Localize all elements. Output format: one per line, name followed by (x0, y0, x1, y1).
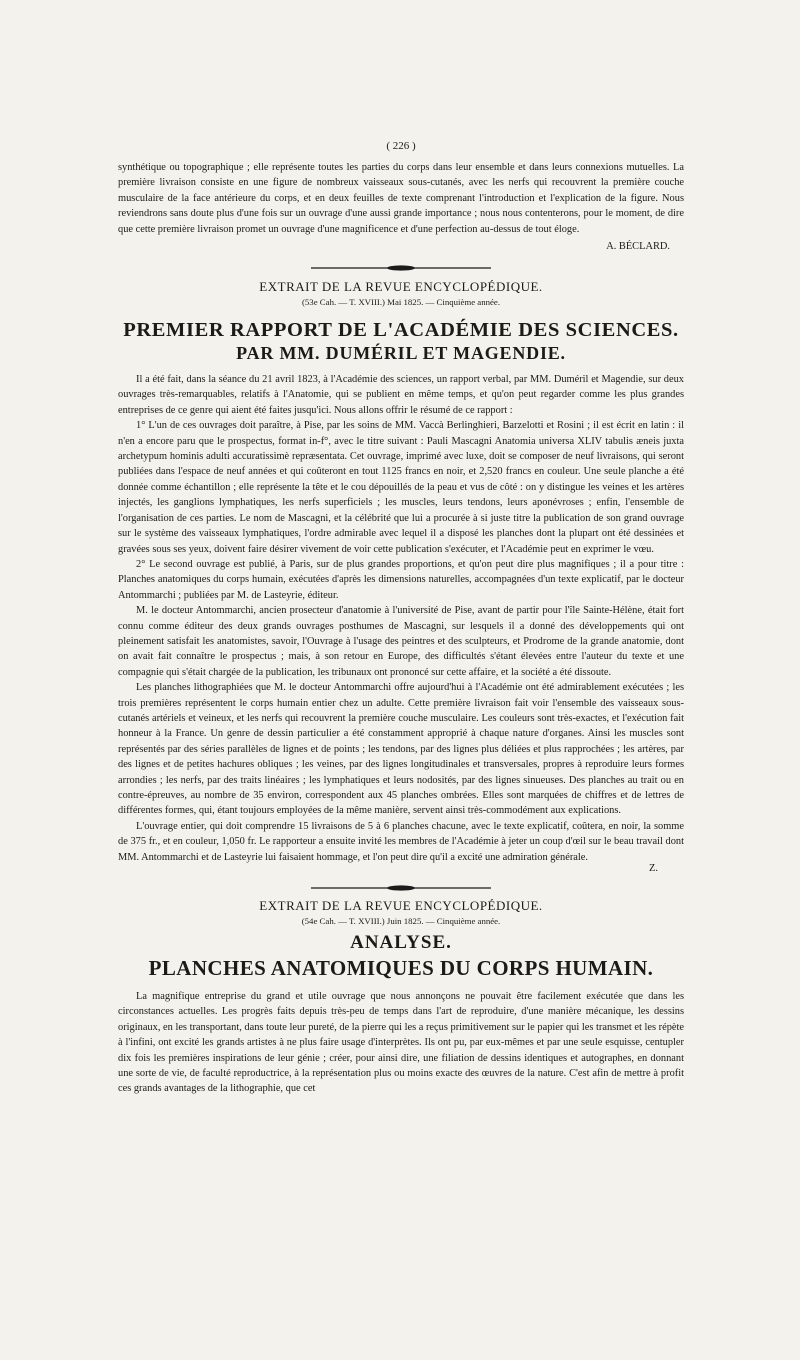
rapport-paragraph: 1° L'un de ces ouvrages doit paraître, à Pise, par les soins de MM. Vaccà Berlinghieri, Barzelotti et Rosini ; il est écrit en latin : il n'en a encore paru que le prospectus, format in-f°, avec le titre suivant : Pauli Mascagni Anatomia universa XLIV tabulis æneis juxta archetypum hominis adulti accuratissimè repræsentata. Cet ouvrage, imprimé avec luxe, doit se composer de neuf livraisons, qui seront publiées dans l'espace de neuf années et qui coûteront en tout 1125 francs en noir, et 2,520 francs en couleur. Une seule planche a été donnée comme échantillon ; elle représente la tête et le cou dépouillés de la peau et vus de côté : on y distingue les veines et les artères injectés, les ganglions lymphatiques, les nerfs superficiels ; les muscles, leurs tendons, leurs aponévroses ; enfin, l'ensemble de l'organisation de ces parties. Le nom de Mascagni, et la célébrité que lui a procurée à si juste titre la publication de son grand ouvrage sur le système des vaisseaux lymphatiques, l'ordre admirable avec lequel il a disposé les planches dont la plupart ont été dessinées et gravées sous ses yeux, doivent faire désirer vivement de voir cette publication s'exécuter, et l'Académie peut en exprimer le vœu. (118, 420, 684, 555)
rapport-paragraph: 2° Le second ouvrage est publié, à Paris, sur de plus grandes proportions, et qu'on peut dire plus magnifiques ; il a pour titre : Planches anatomiques du corps humain, exécutées d'après les dimensions naturelles, accompagnées d'un texte explicatif, par le docteur Antommarchi ; publiées par M. de Lasteyrie, éditeur. (118, 558, 684, 601)
section-subtitle-authors: PAR MM. DUMÉRIL ET MAGENDIE. (236, 343, 566, 364)
extract-meta-1: (53e Cah. — T. XVIII.) Mai 1825. — Cinquième année. (301, 297, 501, 308)
text-column (118, 140, 684, 1097)
section-title-analyse: ANALYSE. (350, 932, 452, 954)
intro-signature: A. BÉCLARD. (606, 241, 670, 253)
rule-ornament-icon (311, 884, 491, 892)
ornamental-rule (118, 884, 684, 892)
rapport-paragraph: L'ouvrage entier, qui doit comprendre 15 livraisons de 5 à 6 planches chacune, avec le texte explicatif, coûtera, en noir, la somme de 375 fr., et en couleur, 1,050 fr. Le rapporteur a ensuite invité les membres de l'Académie à jeter un coup d'œil sur le beau travail dont MM. Antommarchi et de Lasteyrie lui faisaient hommage, et l'on peut dire qu'il a excité une admiration générale. (118, 820, 684, 863)
analyse-paragraph: La magnifique entreprise du grand et utile ouvrage que nous annonçons ne pouvait être facilement exécutée que dans les circonstances actuelles. Les progrès faits depuis très-peu de temps dans l'art de reproduire, d'une manière mécanique, les dessins originaux, en les transportant, dans toute leur pureté, de la pierre qui les a reçus primitivement sur le papier qui les transmet et les répète à l'infini, ont excité les grands artistes à ne plus faire usage d'interprètes. Ils ont pu, par eux-mêmes et par une seule esquisse, centupler dix fois les premières inspirations de leur génie ; créer, pour ainsi dire, une filiation de dessins identiques et autographes, en donnant une sorte de vie, de faculté reproductrice, à la représentation plus ou moins exacte des œuvres de la nature. C'est afin de mettre à profit ces grands avantages de la lithographie, que cet (118, 991, 684, 1095)
rule-ornament-icon (311, 264, 491, 272)
section-title-rapport: PREMIER RAPPORT DE L'ACADÉMIE DES SCIENCES. (123, 319, 679, 342)
intro-paragraph: synthétique ou topographique ; elle représente toutes les parties du corps dans leur ensemble et dans leurs connexions mutuelles. La première livraison consiste en une figure de nombreux vaisseaux sous-cutanés, avec les nerfs qui recouvrent la première couche musculaire de la face antérieure du corps, et en deux feuilles de texte comprenant l'introduction et l'explication de la figure. Nous reviendrons sans doute plus d'une fois sur un ouvrage d'une aussi grande importance ; nous nous contenterons, pour le moment, de dire que cette première livraison promet un ouvrage d'une magnificence et d'une perfection au-dessus de tout éloge. (118, 162, 684, 235)
extract-meta-2: (54e Cah. — T. XVIII.) Juin 1825. — Cinquième année. (301, 916, 501, 927)
extract-title-1: EXTRAIT DE LA REVUE ENCYCLOPÉDIQUE. (259, 279, 543, 295)
rapport-paragraph: M. le docteur Antommarchi, ancien prosecteur d'anatomie à l'université de Pise, avant de partir pour l'île Sainte-Hélène, était fort connu comme éditeur des deux grands ouvrages posthumes de Mascagni, sur lesquels il a donné des développements qui ont pleinement satisfait les anatomistes, savoir, l'Ouvrage à l'usage des peintres et des sculpteurs, et Prodrome de la grande anatomie, dont on avait fait connaître le prospectus ; mais, à son retour en Europe, des difficultés s'étant élevées entre l'auteur du texte et une compagnie qui s'était chargée de la publication, les tribunaux ont prononcé sur cette affaire, et la société a été dissoute. (118, 605, 684, 678)
page-number: ( 226 ) (386, 140, 416, 152)
rapport-signature: Z. (649, 863, 658, 875)
rapport-paragraph: Les planches lithographiées que M. le docteur Antommarchi offre aujourd'hui à l'Académie ont été admirablement exécutées ; les trois premières représentent le corps humain entier chez un adulte. Cette première livraison fait voir l'ensemble des vaisseaux sous-cutanés artériels et veineux, et les nerfs qui recouvrent la première couche musculaire. Les couleurs sont très-exactes, et l'exécution fait honneur à la France. Un genre de dessin particulier a été constamment approprié à chaque nature d'organes. Ainsi les muscles sont représentés par des séries parallèles de lignes et de points ; les tendons, par des lignes plus déliées et plus rapprochées ; les artères, par des lignes et de petites hachures obliques ; les veines, par des lignes longitudinales et transversales, propres à reproduire leurs formes arrondies ; les nerfs, par des traits linéaires ; les lymphatiques et leurs nodosités, par des lignes sinueuses. Des planches au trait ou en contre-épreuves, au nombre de 35 environ, correspondent aux 45 planches ombrées. Elles sont marquées de chiffres et de lettres de différentes formes, qui, étant toujours employées de la même manière, servent ainsi très-commodément aux explications. (118, 682, 684, 817)
rapport-paragraph: Il a été fait, dans la séance du 21 avril 1823, à l'Académie des sciences, un rapport verbal, par MM. Duméril et Magendie, sur deux ouvrages très-remarquables, relatifs à l'Anatomie, qui se publient en même temps, et qu'on peut regarder comme les plus grandes entreprises de ce genre qui aient été faites jusqu'ici. Nous allons offrir le résumé de ce rapport : (118, 374, 684, 416)
ornamental-rule (118, 264, 684, 272)
section-subtitle-planches: PLANCHES ANATOMIQUES DU CORPS HUMAIN. (148, 956, 654, 981)
extract-title-2: EXTRAIT DE LA REVUE ENCYCLOPÉDIQUE. (259, 898, 543, 914)
